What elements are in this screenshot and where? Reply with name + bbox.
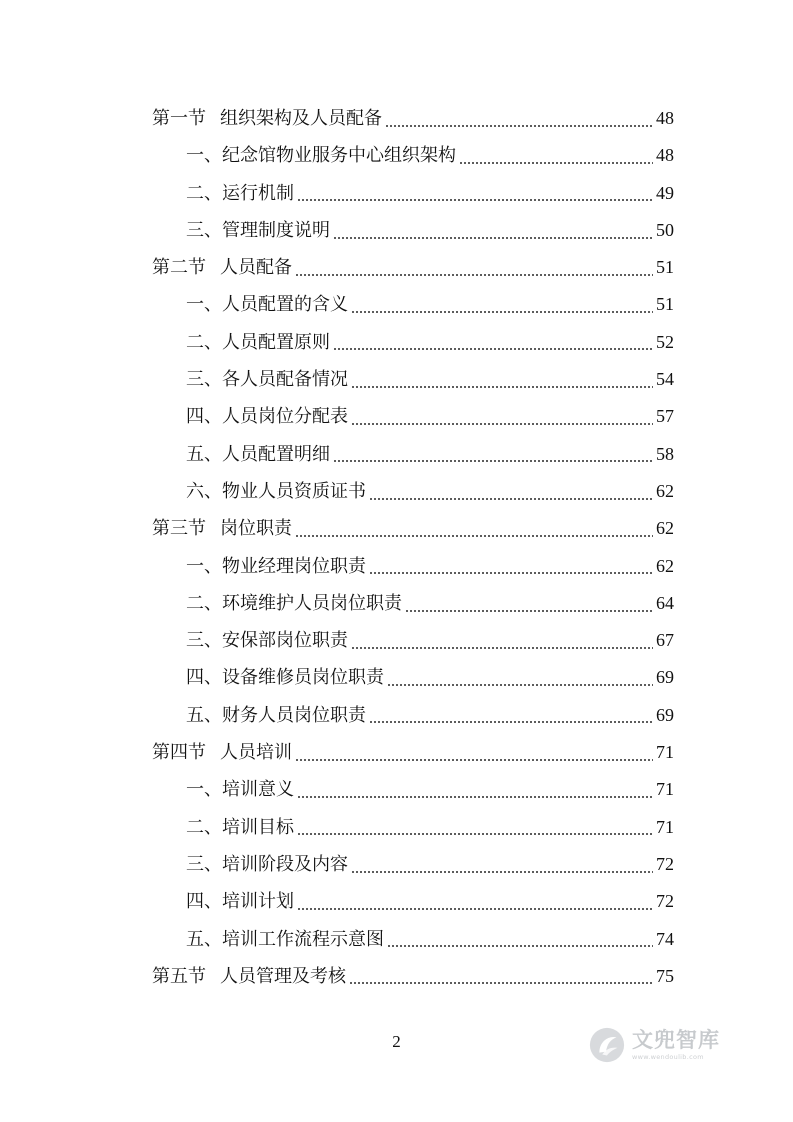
page-number: 2 (392, 1032, 401, 1051)
toc-entry-page: 48 (656, 108, 674, 128)
toc-entry-page: 71 (656, 779, 674, 800)
toc-entry-page: 51 (656, 294, 674, 315)
toc-entry-title: 培训工作流程示意图 (222, 928, 384, 950)
toc-entry-number: 第四节 (152, 742, 206, 764)
toc-entry-title: 安保部岗位职责 (222, 630, 348, 652)
toc-entry-12[interactable] (152, 510, 674, 547)
toc-entry-number: 三、 (186, 630, 222, 652)
toc-entry-number: 第二节 (152, 257, 206, 279)
toc-entry-title: 人员配置原则 (222, 331, 330, 353)
toc-entry-title: 培训计划 (222, 891, 294, 913)
toc-entry-number: 四、 (186, 891, 222, 913)
toc-dot-leader (351, 386, 653, 388)
toc-entry-page: 64 (656, 592, 674, 613)
toc-entry-page: 67 (656, 630, 674, 651)
toc-entry-number: 第一节 (152, 108, 206, 129)
toc-entry-title: 人员配置的含义 (222, 294, 348, 316)
toc-dot-leader (351, 647, 653, 649)
toc-dot-leader (297, 833, 653, 835)
toc-entry-number: 五、 (186, 443, 222, 465)
toc-entry-title: 人员岗位分配表 (222, 406, 348, 428)
toc-dot-leader (405, 610, 653, 612)
toc-entry-number: 五、 (186, 704, 222, 726)
toc-dot-leader (295, 759, 653, 761)
toc-entry-number: 第三节 (152, 518, 206, 540)
toc-entry-number: 六、 (186, 480, 222, 502)
toc-entry-page: 71 (656, 742, 674, 763)
toc-entry-page: 62 (656, 555, 674, 576)
toc-entry-number: 三、 (186, 853, 222, 875)
toc-entry-title: 培训意义 (222, 779, 294, 801)
toc-entry-title: 管理制度说明 (222, 219, 330, 241)
toc-entry-number: 五、 (186, 928, 222, 950)
toc-entry-title: 培训目标 (222, 816, 294, 838)
toc-dot-leader (333, 460, 653, 462)
toc-entry-21[interactable] (186, 846, 674, 883)
toc-entry-page: 51 (656, 257, 674, 278)
toc-entry-page: 57 (656, 406, 674, 427)
toc-dot-leader (369, 721, 653, 723)
toc-dot-leader (333, 237, 653, 239)
toc-entry-title: 岗位职责 (220, 518, 292, 540)
toc-entry-15[interactable] (186, 622, 674, 659)
toc-entry-title: 设备维修员岗位职责 (222, 667, 384, 689)
toc-dot-leader (297, 199, 653, 201)
toc-entry-number: 一、 (186, 779, 222, 801)
toc-entry-number: 四、 (186, 667, 222, 689)
toc-entry-title: 物业经理岗位职责 (222, 555, 366, 577)
toc-entry-2[interactable] (186, 137, 674, 174)
toc-dot-leader (295, 535, 653, 537)
toc-entry-page: 69 (656, 704, 674, 725)
toc-entry-title: 纪念馆物业服务中心组织架构 (222, 145, 456, 167)
toc-entry-4[interactable] (186, 212, 674, 249)
toc-entry-page: 74 (656, 928, 674, 949)
toc-entry-title: 组织架构及人员配备 (220, 108, 382, 129)
toc-entry-page: 49 (656, 182, 674, 203)
toc-entry-page: 62 (656, 480, 674, 501)
toc-entry-page: 58 (656, 443, 674, 464)
toc-entry-page: 62 (656, 518, 674, 539)
toc-dot-leader (349, 982, 653, 984)
toc-entry-10[interactable] (186, 436, 674, 473)
watermark-brand: 文兜智库 (632, 1027, 720, 1052)
toc-dot-leader (295, 274, 653, 276)
toc-dot-leader (385, 125, 653, 127)
toc-entry-title: 各人员配备情况 (222, 369, 348, 391)
toc-entry-page: 72 (656, 853, 674, 874)
toc-dot-leader (369, 572, 653, 574)
toc-dot-leader (351, 423, 653, 425)
toc-entry-number: 一、 (186, 145, 222, 167)
toc-entry-title: 物业人员资质证书 (222, 480, 366, 502)
toc-entry-number: 二、 (186, 592, 222, 614)
toc-entry-page: 48 (656, 145, 674, 166)
toc-dot-leader (459, 162, 653, 164)
toc-entry-number: 二、 (186, 816, 222, 838)
toc-entry-5[interactable] (152, 249, 674, 286)
toc-dot-leader (297, 908, 653, 910)
toc-entry-title: 运行机制 (222, 182, 294, 204)
toc-entry-page: 52 (656, 331, 674, 352)
watermark (588, 1022, 768, 1068)
toc-entry-7[interactable] (186, 324, 674, 361)
toc-entry-title: 人员配备 (220, 257, 292, 279)
toc-entry-title: 人员培训 (220, 742, 292, 764)
toc-dot-leader (369, 498, 653, 500)
toc-entry-18[interactable] (152, 734, 674, 771)
toc-entry-page: 50 (656, 219, 674, 240)
toc-entry-number: 二、 (186, 182, 222, 204)
toc-entry-20[interactable] (186, 809, 674, 846)
toc-entry-24[interactable] (152, 958, 674, 995)
watermark-url: www.wendoulib.com (632, 1052, 704, 1061)
toc-dot-leader (387, 684, 653, 686)
toc-entry-page: 54 (656, 369, 674, 390)
toc-entry-number: 四、 (186, 406, 222, 428)
toc-dot-leader (333, 348, 653, 350)
toc-dot-leader (297, 796, 653, 798)
toc-entry-23[interactable] (186, 921, 674, 958)
table-of-contents (0, 100, 793, 995)
toc-entry-3[interactable] (186, 175, 674, 212)
toc-entry-title: 培训阶段及内容 (222, 853, 348, 875)
toc-entry-page: 75 (656, 965, 674, 986)
toc-entry-page: 72 (656, 891, 674, 912)
toc-entry-number: 第五节 (152, 965, 206, 987)
toc-entry-number: 三、 (186, 369, 222, 391)
toc-entry-number: 二、 (186, 331, 222, 353)
toc-dot-leader (387, 945, 653, 947)
toc-entry-number: 三、 (186, 219, 222, 241)
toc-entry-6[interactable] (186, 286, 674, 323)
toc-entry-1[interactable] (152, 100, 674, 137)
toc-entry-16[interactable] (186, 659, 674, 696)
toc-entry-19[interactable] (186, 771, 674, 808)
toc-entry-number: 一、 (186, 555, 222, 577)
toc-entry-22[interactable] (186, 883, 674, 920)
toc-entry-title: 环境维护人员岗位职责 (222, 592, 402, 614)
toc-dot-leader (351, 871, 653, 873)
toc-entry-page: 71 (656, 816, 674, 837)
toc-entry-number: 一、 (186, 294, 222, 316)
toc-entry-13[interactable] (186, 548, 674, 585)
toc-entry-17[interactable] (186, 697, 674, 734)
toc-entry-8[interactable] (186, 361, 674, 398)
toc-entry-11[interactable] (186, 473, 674, 510)
toc-entry-title: 人员管理及考核 (220, 965, 346, 987)
toc-entry-9[interactable] (186, 398, 674, 435)
toc-entry-title: 人员配置明细 (222, 443, 330, 465)
watermark-logo-icon (588, 1026, 626, 1064)
toc-dot-leader (351, 311, 653, 313)
toc-entry-title: 财务人员岗位职责 (222, 704, 366, 726)
toc-entry-page: 69 (656, 667, 674, 688)
toc-entry-14[interactable] (186, 585, 674, 622)
